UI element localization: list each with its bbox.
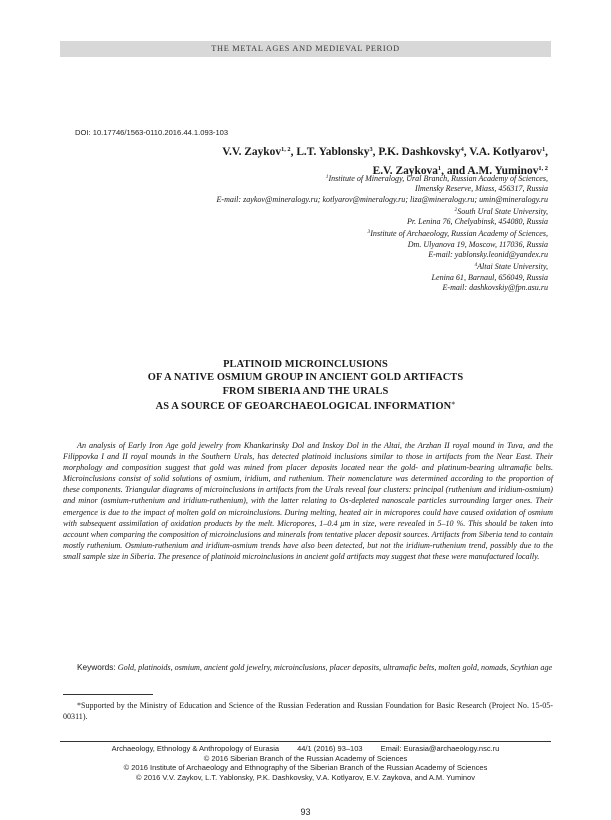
keywords-text: Gold, platinoids, osmium, ancient gold jewelry, microinclusions, placer deposits, ultramafic belts, molten gold, nomads, Scythian age [117,663,553,672]
doi-line[interactable]: DOI: 10.17746/1563-0110.2016.44.1.093-103 [75,128,229,137]
copyright-line: © 2016 Siberian Branch of the Russian Academy of Sciences [203,753,408,763]
affiliation-line: $^3$Institute of Archaeology, Russian Academy of Sciences, [367,229,548,239]
title-line: FROM SIBERIA AND THE URALS [222,385,389,397]
journal-info-line [60,744,551,754]
affiliation-line: Ilmensky Reserve, Miass, 456317, Russia [415,184,548,194]
author-affiliation-number: 1 [541,146,546,153]
copyright-line: © 2016 V.V. Zaykov, L.T. Yablonsky, P.K. Dashkovsky, V.A. Kotlyarov, E.V. Zaykova, and A.M. Yuminov [136,772,475,782]
abstract: An analysis of Early Iron Age gold jewelry from Khankarinsky Dol and Inskoy Dol in the Altai, the Arzhan II royal mound in Tuva, and the Filippovka I and II royal mounds in the Southern Urals, has detected platinoid inclusions similar to those in artifacts from the Near East. Their morphology and composition suggest that gold was mined from placer deposits located near the gold- and platinum-bearing ultramafic belts. Microinclusions consist of solid solutions of osmium, iridium, and ruthenium. Their nomenclature was determined according to the proportion of these components. Triangular diagrams of microinclusions in artifacts from the Urals reveal four clusters: principal (ruthenium and iridium-osmium) and minor (osmium-ruthenium and iridium-ruthenium), with the latter relating to Os-depleted nanoscale particles surrounding larger ones. Their emergence is due to the impact of molten gold on microinclusions. During melting, heated air in micropores could have caused oxidation of osmium with subsequent assimilation of oxidation products by the melt. Micropores, 1–0.4 μm in size, were revealed in 5–10 %. This should be taken into account when comparing the composition of microinclusions and minerals from tentative placer deposit sources. Artifacts from Siberia tend to contain mostly ruthenium. Osmium-ruthenium and iridium-osmium trends have also been detected, but not the iridium-ruthenium trend, possibly due to the small sample size in Siberia. The presence of platinoid microinclusions in ancient gold artifacts may suggest that these were manufactured locally. [63,441,553,561]
footnote-divider [63,694,153,695]
author-affiliation-number: 4 [460,146,464,153]
copyright-line: © 2016 Institute of Archaeology and Ethnography of the Siberian Branch of the Russian Academy of Sciences [123,763,488,772]
affiliation-line: Lenina 61, Barnaul, 656049, Russia [431,272,548,282]
keywords [63,662,553,673]
author-name: L.T. Yablonsky [296,146,370,158]
journal-issue: 44/1 (2016) 93–103 [297,744,363,753]
affiliations [78,172,548,293]
affiliation-line: Pr. Lenina 76, Chelyabinsk, 454080, Russia [406,217,548,227]
section-header: THE METAL AGES AND MEDIEVAL PERIOD [60,41,551,57]
article-title [60,358,551,414]
author-name: E.V. Zaykova [372,164,438,177]
author-line: E.V. Zaykova$^1$, and A.M. Yuminov$^{1, 2}$ [372,164,548,177]
affiliation-email[interactable]: E-mail: dashkovskiy@fpn.asu.ru [442,282,548,292]
author-affiliation-number: 3 [369,146,373,153]
journal-footer [60,744,551,782]
title-line: OF A NATIVE OSMIUM GROUP IN ANCIENT GOLD ARTIFACTS [147,372,464,384]
journal-name: Archaeology, Ethnology & Anthropology of Eurasia [111,744,280,753]
author-name: P.K. Dashkovsky [378,146,461,158]
affiliation-email[interactable]: E-mail: yablonsky.leonid@yandex.ru [428,250,548,260]
journal-email[interactable]: Email: Eurasia@archaeology.nsc.ru [380,744,500,753]
keywords-label: Keywords: [77,662,116,672]
author-line: V.V. Zaykov$^{1, 2}$, L.T. Yablonsky$^3$, P.K. Dashkovsky$^4$, V.A. Kotlyarov$^1$, [222,146,548,158]
author-name: A.M. Yuminov [467,164,539,177]
footnote-marker[interactable]: * [451,400,456,410]
author-affiliation-number: 1 [437,164,442,172]
affiliation-line: $^1$Institute of Mineralogy, Ural Branch, Russian Academy of Sciences, [325,174,548,183]
affiliation-line: Dm. Ulyanova 19, Moscow, 117036, Russia [407,239,548,249]
affiliation-line: $^4$Altai State University, [474,262,548,272]
page-number: 93 [300,807,311,817]
footnote: *Supported by the Ministry of Education and Science of the Russian Federation and Russian Foundation for Basic Research (Project No. 15-05-00311). [63,701,553,721]
author-name: V.A. Kotlyarov [469,146,542,158]
affiliation-email[interactable]: E-mail: zaykov@mineralogy.ru; kotlyarov@mineralogy.ru; liza@mineralogy.ru; umin@mineralogy.ru [216,194,548,204]
author-name: V.V. Zaykov [222,146,282,158]
footer-divider [60,741,551,742]
author-affiliation-number: 1, 2 [538,164,548,172]
title-line: AS A SOURCE OF GEOARCHAEOLOGICAL INFORMATION* [155,400,456,413]
title-line: PLATINOID MICROINCLUSIONS [223,359,388,370]
affiliation-line: $^2$South Ural State University, [454,206,548,216]
author-affiliation-number: 1, 2 [281,146,291,153]
